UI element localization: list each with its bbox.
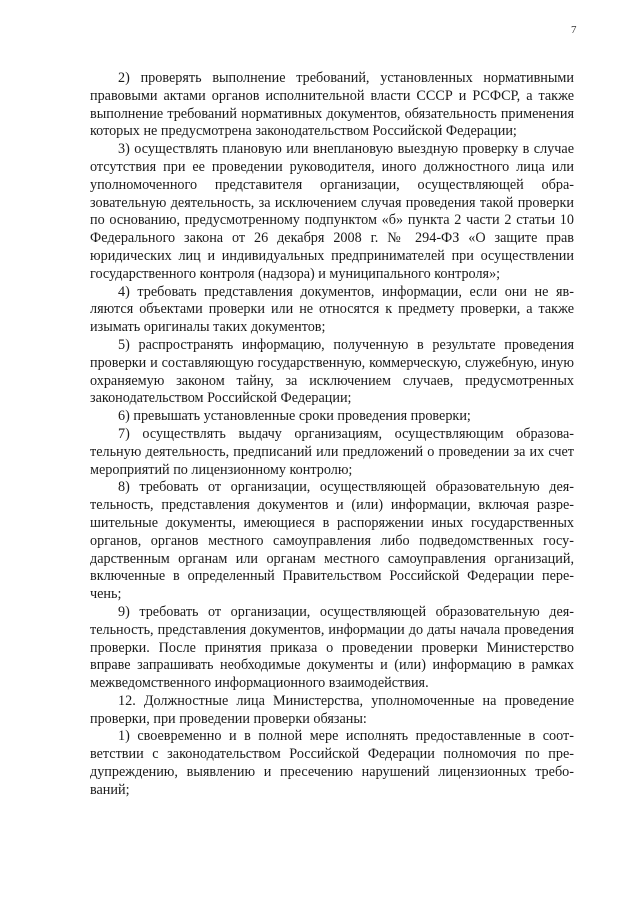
paragraph-item-5: 5) распространять информацию, полученную в результате проведения проверки и составляющую государственную, коммерческую, служебную, иную охраняемую законом тайну, за исключением случаев, предусмотренных законодательством Российской Федерации; — [90, 336, 574, 407]
paragraph-item-6: 6) превышать установленные сроки проведения проверки; — [118, 408, 471, 425]
paragraph-item-4: 4) требовать представления документов, информации, если они не являются объектами проверки или не относятся к предмету проверки, а также изымать оригиналы таких документов; — [90, 283, 574, 336]
section-12-intro: 12. Должностные лица Министерства, уполномоченные на проведение проверки, при проведении проверки обязаны: — [90, 692, 574, 727]
document-body — [90, 70, 574, 800]
paragraph-item-12-1: 1) своевременно и в полной мере исполнять предоставленные в соответствии с законодательством Российской Федерации полномочия по предупреждению, выявлению и пресечению нарушений лицензионных требований; — [90, 728, 574, 798]
paragraph-item-2: 2) проверять выполнение требований, установленных нормативными правовыми актами органов исполнительной власти СССР и РСФСР, а также выполнение требований нормативных документов, обязательность применения которых не предусмотрена законодательством Российской Федерации; — [90, 70, 574, 140]
paragraph-item-8: 8) требовать от организации, осуществляющей образовательную деятельность, представления документов и (или) информации, включая разрешительные документы, имеющиеся в распоряжении иных государственных органов, органов местного самоуправления либо подведомственных государственным органам или органам местного самоуправления организаций, включенные в определенный Правительством Российской Федерации перечень; — [90, 479, 574, 603]
paragraph-item-9: 9) требовать от организации, осуществляющей образовательную деятельность, представления документов, информации до даты начала проведения проверки. После принятия приказа о проведении проверки Министерство вправе запрашивать необходимые документы и (или) информацию в рамках межведомственного информационного взаимодействия. — [90, 603, 574, 692]
paragraph-item-7: 7) осуществлять выдачу организациям, осуществляющим образовательную деятельность, предписаний или предложений о проведении за их счет мероприятий по лицензионному контролю; — [90, 425, 574, 478]
page-number: 7 — [571, 24, 577, 36]
paragraph-item-3: 3) осуществлять плановую или внеплановую выездную проверку в случае отсутствия при ее проведении руководителя, иного должностного лица или уполномоченного представителя организации, осуществляющей образовательную деятельность, за исключением случая проведения такой проверки по основанию, предусмотренному подпунктом «б» пункта 2 части 2 статьи 10 Федерального закона от 26 декабря 2008 г. № 294-ФЗ «О защите прав юридических лиц и индивидуальных предпринимателей при осуществлении государственного контроля (надзора) и муниципального контроля»; — [90, 141, 574, 282]
